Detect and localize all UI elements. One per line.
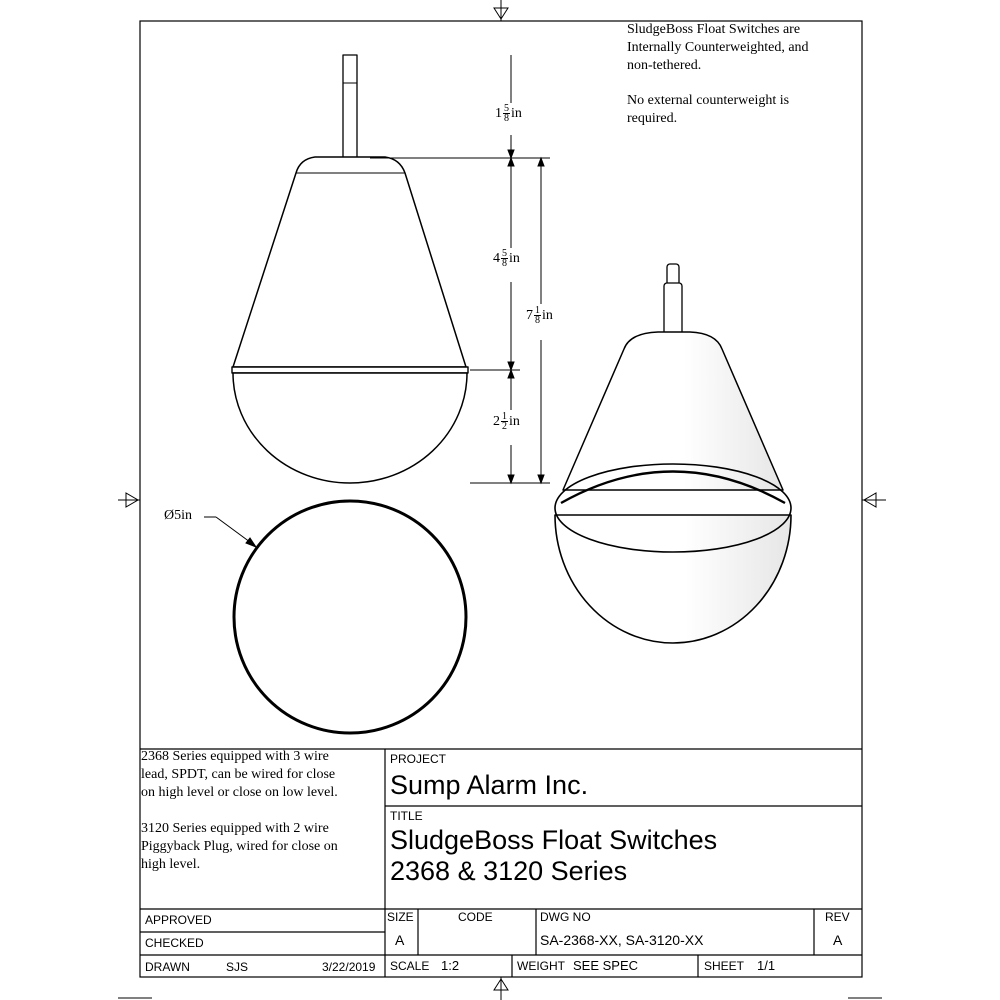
iso-cone: [563, 332, 783, 490]
size-value: A: [395, 932, 405, 948]
project-value: Sump Alarm Inc.: [390, 770, 589, 800]
note-line: lead, SPDT, can be wired for close: [141, 767, 336, 782]
note-line: No external counterweight is: [627, 93, 790, 108]
series-3120-note: [141, 820, 381, 874]
dim-denominator: 8: [504, 113, 509, 124]
dim-denominator: 2: [502, 421, 507, 432]
dim-numerator: 1: [502, 411, 507, 422]
note-line: non-tethered.: [627, 58, 702, 73]
sheet-label: SHEET: [704, 959, 745, 973]
drawn-by: SJS: [226, 960, 249, 974]
front-cone: [233, 157, 466, 367]
counterweight-paragraph: [627, 21, 809, 75]
counterweight-note: [627, 21, 809, 128]
dim-fraction: [501, 249, 508, 268]
title-line: SludgeBoss Float Switches: [390, 825, 718, 855]
note-line: 3120 Series equipped with 2 wire: [141, 821, 329, 836]
dim-fraction: [503, 104, 510, 123]
dim-label-diameter: Ø5in: [164, 508, 192, 523]
code-label: CODE: [458, 910, 493, 924]
series-notes: [141, 748, 381, 874]
scale-label: SCALE: [390, 959, 430, 973]
diameter-leader: [204, 517, 256, 547]
dim-whole: 2: [493, 413, 500, 429]
dwg-no-value: SA-2368-XX, SA-3120-XX: [540, 932, 704, 948]
front-view: [232, 55, 468, 483]
center-mark-bottom: [494, 977, 508, 1000]
weight-label: WEIGHT: [517, 959, 565, 973]
scale-value: 1:2: [441, 958, 460, 973]
dim-whole: 4: [493, 250, 500, 266]
dim-numerator: 5: [502, 248, 507, 259]
dim-label-overall: [526, 306, 553, 325]
front-seam: [232, 367, 468, 373]
top-view-circle: [234, 501, 466, 733]
dim-label-bottom: [493, 412, 520, 431]
series-2368-note: [141, 748, 381, 802]
dim-numerator: 1: [535, 305, 540, 316]
sheet-value: 1/1: [757, 958, 776, 973]
center-mark-right: [862, 493, 886, 507]
dim-denominator: 8: [535, 315, 540, 326]
dim-unit: in: [509, 250, 520, 266]
dim-fraction: [534, 306, 541, 325]
note-line: Piggyback Plug, wired for close on: [141, 839, 338, 854]
iso-stem: [664, 264, 682, 339]
dim-numerator: 5: [504, 103, 509, 114]
dim-unit: in: [511, 105, 522, 121]
project-label: PROJECT: [390, 752, 447, 766]
iso-bottom-hemisphere: [555, 515, 791, 643]
rev-label: REV: [825, 910, 850, 924]
note-line: Internally Counterweighted, and: [627, 40, 809, 55]
size-label: SIZE: [387, 910, 414, 924]
approved-label: APPROVED: [145, 913, 212, 927]
title-line: 2368 & 3120 Series: [390, 856, 628, 886]
front-stem: [343, 55, 357, 158]
dim-unit: in: [542, 307, 553, 323]
center-mark-left: [118, 493, 140, 507]
weight-value: SEE SPEC: [573, 958, 639, 973]
dim-whole: 1: [495, 105, 502, 121]
no-external-paragraph: [627, 92, 809, 128]
checked-label: CHECKED: [145, 936, 204, 950]
dim-label-cone: [493, 249, 520, 268]
note-line: on high level or close on low level.: [141, 785, 338, 800]
dim-unit: in: [509, 413, 520, 429]
dim-whole: 7: [526, 307, 533, 323]
note-line: SludgeBoss Float Switches are: [627, 22, 801, 37]
dim-fraction: [501, 412, 508, 431]
dim-label-stem: [495, 104, 522, 123]
title-value: [390, 825, 717, 887]
title-label: TITLE: [390, 809, 423, 823]
isometric-view: [555, 264, 791, 643]
rev-value: A: [833, 932, 843, 948]
dwg-no-label: DWG NO: [540, 910, 591, 924]
center-mark-top: [494, 0, 508, 21]
dim-denominator: 8: [502, 258, 507, 269]
note-line: high level.: [141, 857, 201, 872]
note-line: required.: [627, 111, 678, 126]
front-bottom-hemisphere: [233, 373, 467, 483]
drawn-date: 3/22/2019: [322, 960, 376, 974]
drawn-label: DRAWN: [145, 960, 190, 974]
note-line: 2368 Series equipped with 3 wire: [141, 749, 329, 764]
